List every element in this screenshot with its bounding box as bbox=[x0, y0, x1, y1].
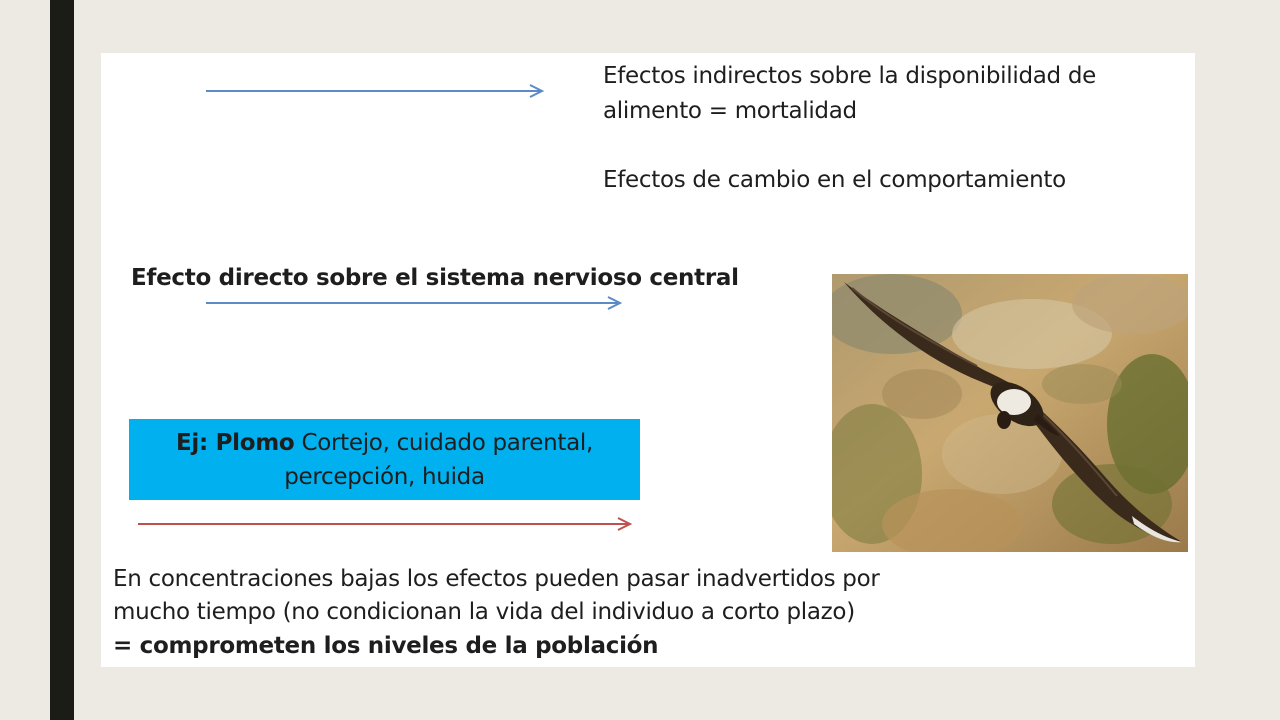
eagle-illustration bbox=[832, 274, 1188, 552]
example-box-bold: Ej: Plomo bbox=[176, 429, 295, 456]
example-box-line-1-rest: Cortejo, cuidado parental, bbox=[294, 429, 593, 456]
arrow-indirect-effects bbox=[206, 83, 546, 99]
example-lead-box bbox=[129, 419, 640, 500]
direct-effect-heading: Efecto directo sobre el sistema nervioso central bbox=[131, 265, 739, 291]
slide-side-bar bbox=[50, 0, 74, 720]
eagle-photo bbox=[832, 274, 1188, 552]
indirect-effects-line-1: Efectos indirectos sobre la disponibilidad de bbox=[603, 63, 1096, 89]
arrow-direct-effect bbox=[206, 295, 624, 311]
footer-line-3: = comprometen los niveles de la población bbox=[113, 633, 659, 659]
slide-panel bbox=[101, 53, 1195, 667]
indirect-effects-line-2: alimento = mortalidad bbox=[603, 98, 857, 124]
behavior-effects-text: Efectos de cambio en el comportamiento bbox=[603, 167, 1066, 193]
arrow-lead-effects bbox=[138, 516, 634, 532]
footer-line-1: En concentraciones bajas los efectos pueden pasar inadvertidos por bbox=[113, 566, 880, 592]
example-box-line-2: percepción, huida bbox=[284, 463, 485, 490]
example-box-line-1 bbox=[176, 426, 593, 460]
footer-line-2: mucho tiempo (no condicionan la vida del individuo a corto plazo) bbox=[113, 599, 855, 625]
